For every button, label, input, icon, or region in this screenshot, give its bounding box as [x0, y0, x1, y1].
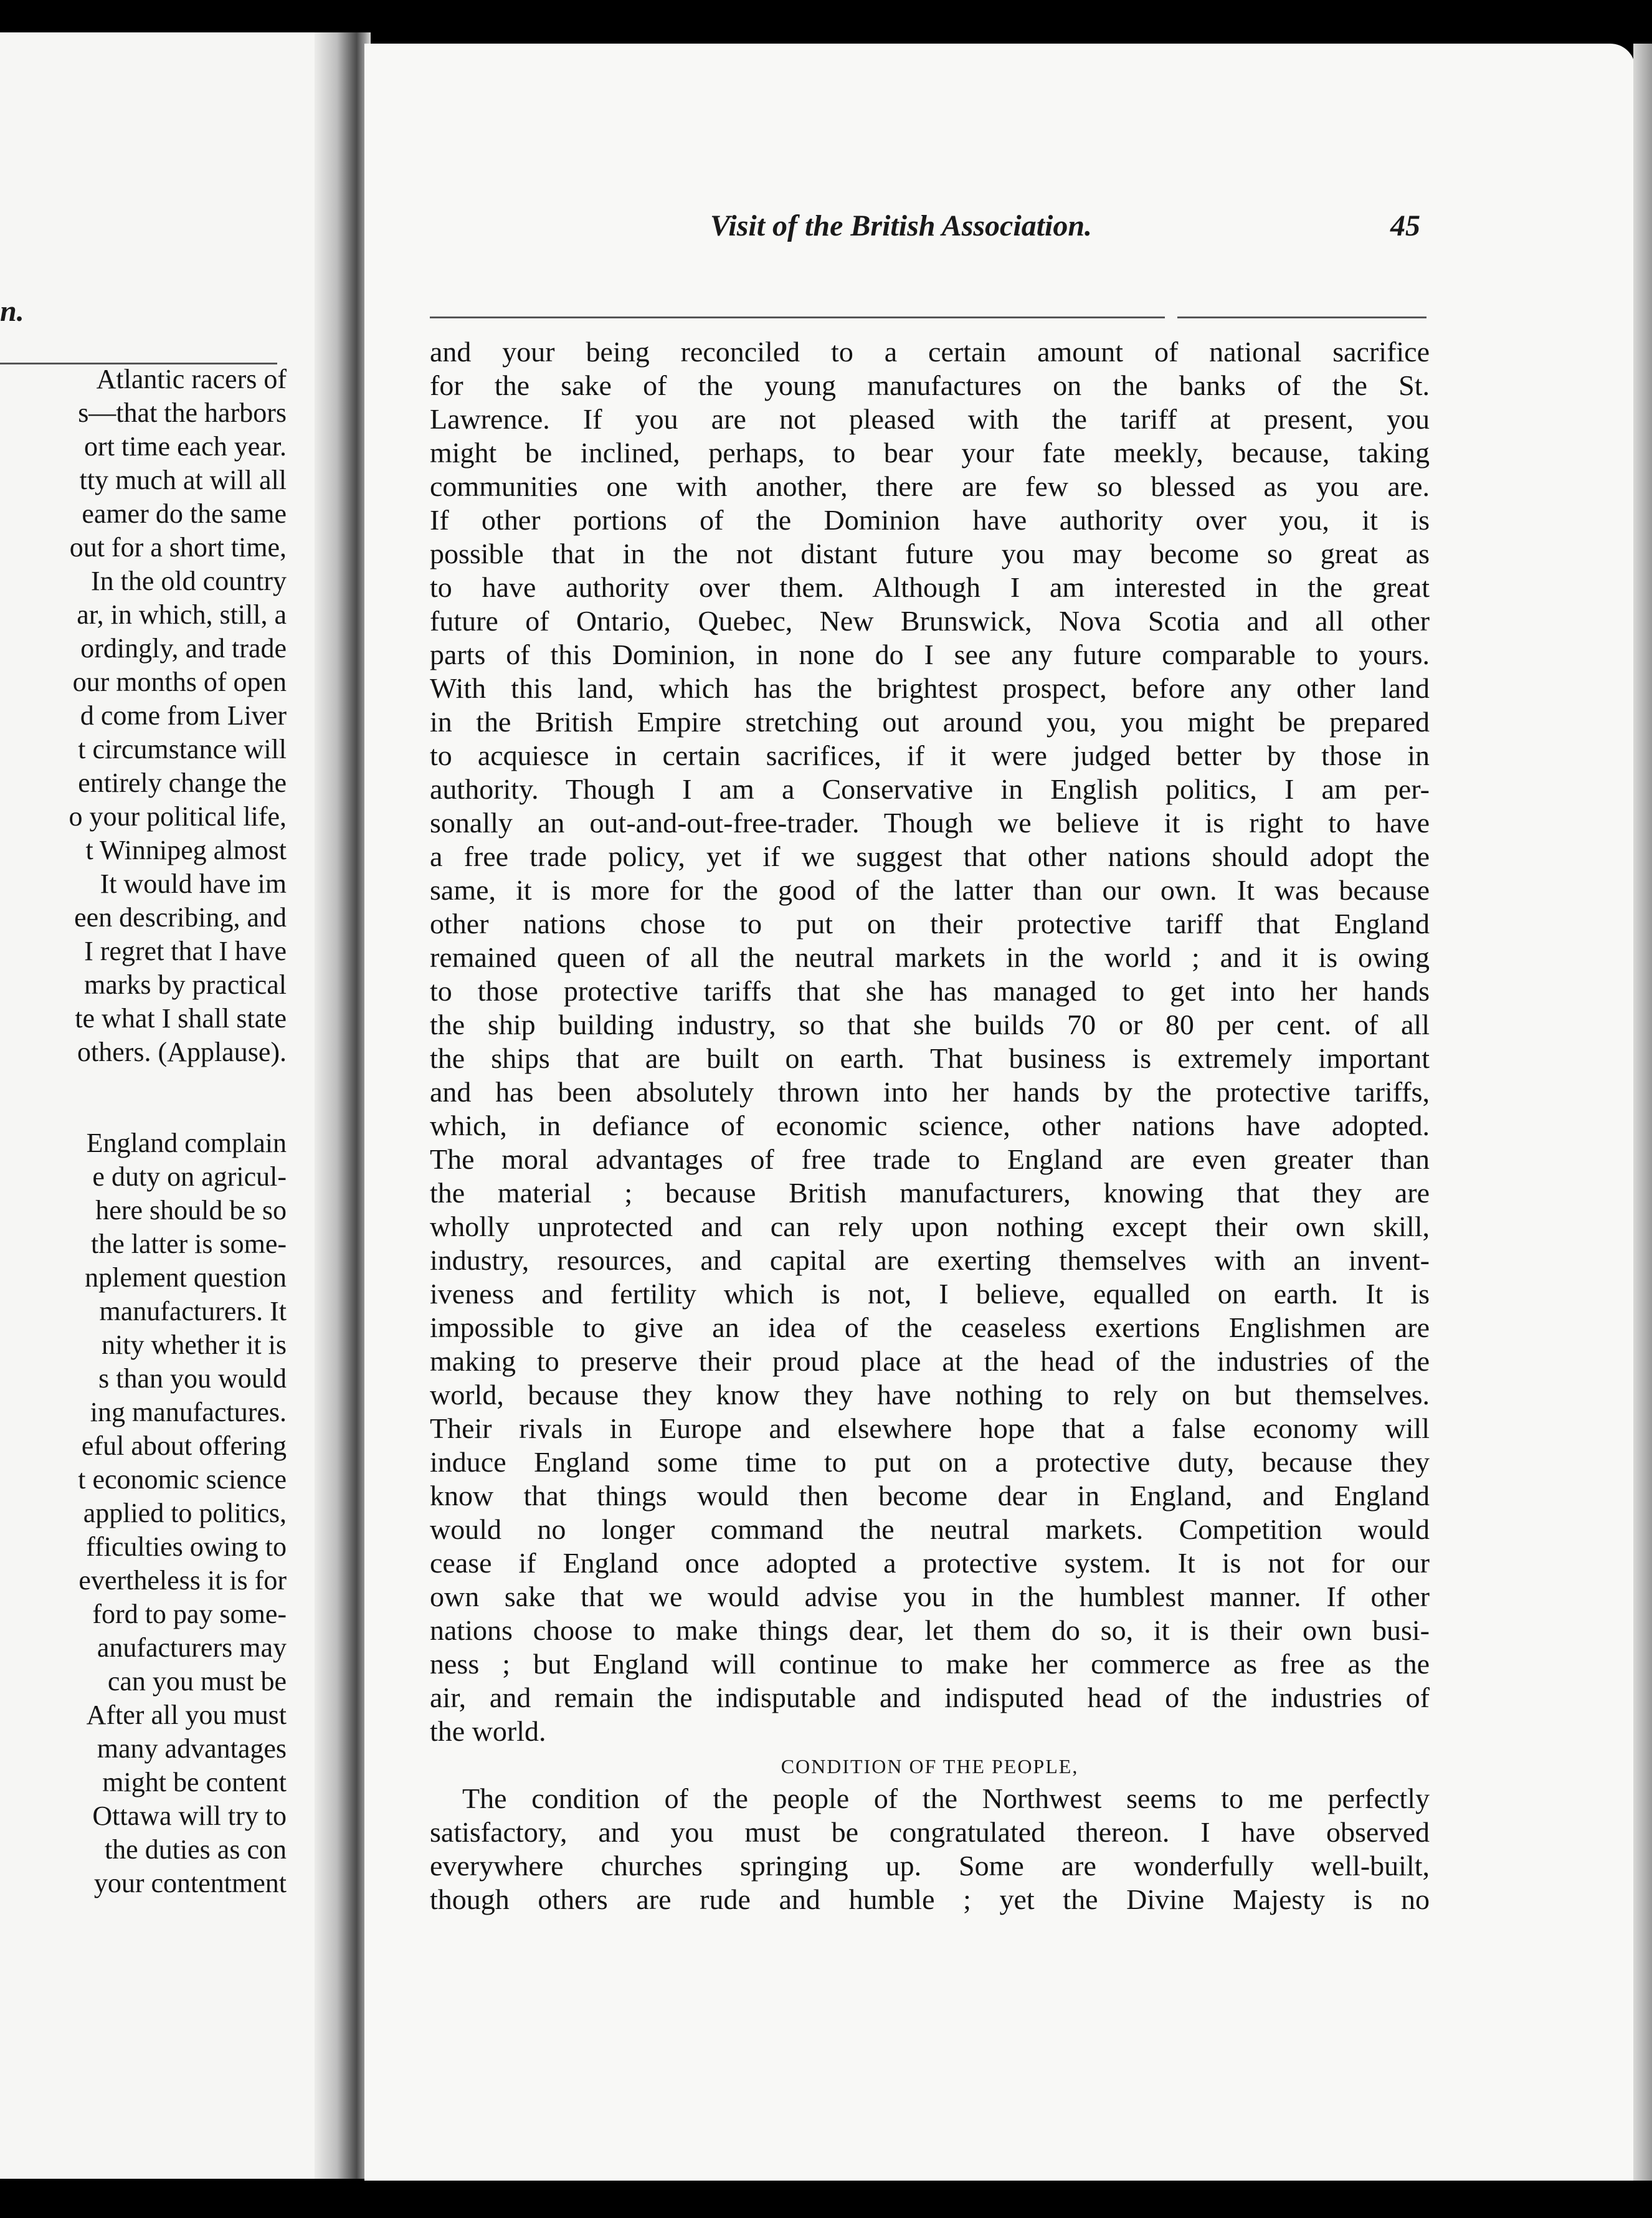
body-text-line: parts of this Dominion, in none do I see any future comparable to yours. — [430, 639, 1430, 670]
left-text-line: d come from Liver — [80, 700, 287, 731]
left-text-line: ordingly, and trade — [80, 633, 287, 664]
running-header: Visit of the British Association. — [710, 209, 1093, 242]
body-text-line: world, because they know they have nothing to rely on but themselves. — [430, 1379, 1430, 1411]
left-text-line: many advantages — [97, 1733, 287, 1764]
left-text-line: t Winnipeg almost — [85, 835, 287, 865]
left-text-line: o your political life, — [69, 801, 287, 832]
left-paragraph-1 — [0, 363, 287, 1069]
body-text-line: air, and remain the indisputable and indisputed head of the industries of — [430, 1682, 1430, 1713]
left-text-line: After all you must — [86, 1700, 287, 1730]
body-text-line: would no longer command the neutral markets. Competition would — [430, 1513, 1430, 1545]
body-text-line: the world. — [430, 1715, 546, 1747]
body-text-line: future of Ontario, Quebec, New Brunswick, Nova Scotia and all other — [430, 605, 1430, 637]
body-text-line: the ships that are built on earth. That business is extremely important — [430, 1042, 1430, 1074]
left-text-line: the duties as con — [104, 1834, 287, 1865]
section-text-line: everywhere churches springing up. Some are wonderfully well-built, — [430, 1850, 1430, 1882]
body-text-line: induce England some time to put on a protective duty, because they — [430, 1446, 1430, 1478]
left-text-line: here should be so — [95, 1195, 287, 1226]
body-text-line: sonally an out-and-out-free-trader. Though we believe it is right to have — [430, 807, 1430, 839]
body-text-line: to have authority over them. Although I am interested in the great — [430, 571, 1430, 603]
body-text-line: other nations chose to put on their protective tariff that England — [430, 908, 1430, 940]
left-paragraph-2 — [0, 1126, 287, 1900]
left-text-line: e duty on agricul- — [92, 1161, 287, 1192]
left-text-line: te what I shall state — [75, 1003, 287, 1034]
body-text-line: for the sake of the young manufactures on the banks of the St. — [430, 369, 1430, 401]
left-text-line: ort time each year. — [84, 431, 287, 462]
body-text-line: authority. Though I am a Conservative in English politics, I am per- — [430, 773, 1430, 805]
left-text-line: ford to pay some- — [92, 1599, 287, 1629]
body-text-line: Their rivals in Europe and elsewhere hope that a false economy will — [430, 1412, 1430, 1444]
left-running-header: n. — [0, 295, 24, 328]
left-text-line: our months of open — [72, 667, 287, 697]
body-text-line: might be inclined, perhaps, to bear your fate meekly, because, taking — [430, 437, 1430, 469]
body-text-line: Lawrence. If you are not pleased with the tariff at present, you — [430, 403, 1430, 435]
body-text-line: and has been absolutely thrown into her hands by the protective tariffs, — [430, 1076, 1430, 1108]
left-text-line: others. (Applause). — [77, 1037, 287, 1067]
book-gutter — [315, 32, 371, 2179]
left-text-line: nplement question — [85, 1262, 287, 1293]
body-text-line: With this land, which has the brightest prospect, before any other land — [430, 672, 1430, 704]
body-text-line: iveness and fertility which is not, I believe, equalled on earth. It is — [430, 1278, 1430, 1310]
body-text-line: impossible to give an idea of the ceaseless exertions Englishmen are — [430, 1311, 1430, 1343]
body-text-line: If other portions of the Dominion have authority over you, it is — [430, 504, 1430, 536]
left-text-line: t circumstance will — [78, 734, 287, 764]
left-text-line: een describing, and — [74, 902, 287, 933]
page-body — [430, 335, 1430, 1916]
left-text-line: s—that the harbors — [78, 397, 287, 428]
left-text-line: ar, in which, still, a — [77, 599, 287, 630]
header-rule-right — [1177, 317, 1427, 318]
body-text-line: The moral advantages of free trade to England are even greater than — [430, 1143, 1430, 1175]
body-text-line: know that things would then become dear in England, and England — [430, 1480, 1430, 1511]
body-text-line: the ship building industry, so that she builds 70 or 80 per cent. of all — [430, 1009, 1430, 1040]
left-text-line: I regret that I have — [84, 936, 287, 966]
left-text-line: can you must be — [107, 1666, 287, 1697]
section-text-line: though others are rude and humble ; yet the Divine Majesty is no — [430, 1883, 1430, 1915]
body-text-line: a free trade policy, yet if we suggest that other nations should adopt the — [430, 840, 1430, 872]
left-text-line: nity whether it is — [102, 1330, 287, 1360]
body-text-line: communities one with another, there are few so blessed as you are. — [430, 470, 1430, 502]
left-text-line: England complain — [86, 1128, 287, 1158]
left-text-line: marks by practical — [84, 969, 287, 1000]
left-text-line: fficulties owing to — [86, 1531, 287, 1562]
left-text-line: applied to politics, — [83, 1498, 287, 1528]
left-text-line: the latter is some- — [90, 1229, 287, 1259]
left-text-line: anufacturers may — [97, 1632, 287, 1663]
body-text-line: making to preserve their proud place at the head of the industries of the — [430, 1345, 1430, 1377]
body-text-line: cease if England once adopted a protective system. It is not for our — [430, 1547, 1430, 1579]
left-text-line: t economic science — [78, 1464, 287, 1495]
left-text-line: In the old country — [90, 566, 287, 596]
left-text-line: your contentment — [93, 1868, 287, 1898]
left-text-line: entirely change the — [78, 768, 287, 798]
body-text-line: remained queen of all the neutral markets in the world ; and it is owing — [430, 941, 1430, 973]
body-text-line: and your being reconciled to a certain amount of national sacrifice — [430, 336, 1430, 368]
left-text-line: ing manufactures. — [90, 1397, 287, 1427]
header-rule-left — [430, 317, 1165, 318]
body-text-line: industry, resources, and capital are exerting themselves with an invent- — [430, 1244, 1430, 1276]
page-number: 45 — [1390, 209, 1420, 242]
body-text-line: to acquiesce in certain sacrifices, if it were judged better by those in — [430, 740, 1430, 771]
left-text-line: Atlantic racers of — [96, 364, 287, 394]
section-text-line: The condition of the people of the Northwest seems to me perfectly — [462, 1782, 1430, 1814]
left-text-line: eamer do the same — [82, 498, 287, 529]
left-text-line: manufacturers. It — [99, 1296, 287, 1326]
left-text-line: It would have im — [100, 869, 287, 899]
body-text-line: possible that in the not distant future you may become so great as — [430, 538, 1430, 569]
page-edge — [1633, 44, 1652, 2181]
body-text-line: to those protective tariffs that she has managed to get into her hands — [430, 975, 1430, 1007]
section-text-line: satisfactory, and you must be congratulated thereon. I have observed — [430, 1816, 1430, 1848]
body-text-line: same, it is more for the good of the latter than our own. It was because — [430, 874, 1430, 906]
left-text-line: s than you would — [98, 1363, 287, 1394]
body-text-line: in the British Empire stretching out around you, you might be prepared — [430, 706, 1430, 738]
body-paragraph — [430, 335, 1430, 1748]
body-text-line: ness ; but England will continue to make her commerce as free as the — [430, 1648, 1430, 1680]
body-text-line: wholly unprotected and can rely upon nothing except their own skill, — [430, 1211, 1430, 1242]
left-page — [0, 32, 349, 2179]
section-heading: CONDITION OF THE PEOPLE, — [781, 1755, 1079, 1778]
body-text-line: the material ; because British manufacturers, knowing that they are — [430, 1177, 1430, 1209]
left-text-line: Ottawa will try to — [92, 1801, 287, 1831]
left-text-line: evertheless it is for — [78, 1565, 287, 1596]
left-text-line: tty much at will all — [79, 465, 287, 495]
left-text-line: might be content — [102, 1767, 287, 1797]
left-text-line: eful about offering — [81, 1430, 287, 1461]
section-paragraph — [430, 1782, 1430, 1916]
body-text-line: nations choose to make things dear, let them do so, it is their own busi- — [430, 1614, 1430, 1646]
body-text-line: own sake that we would advise you in the humblest manner. If other — [430, 1581, 1430, 1612]
left-text-line: out for a short time, — [69, 532, 287, 563]
body-text-line: which, in defiance of economic science, other nations have adopted. — [430, 1110, 1430, 1141]
